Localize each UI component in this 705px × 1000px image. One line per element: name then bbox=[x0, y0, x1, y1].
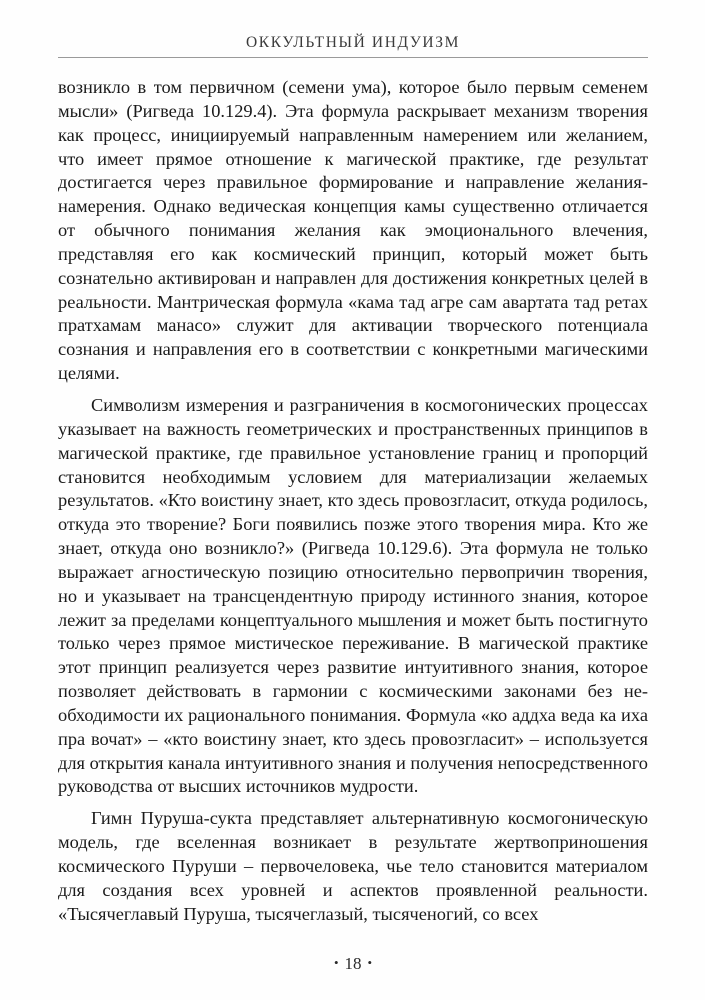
body-text bbox=[58, 76, 648, 927]
page-footer bbox=[58, 954, 648, 974]
running-title: ОККУЛЬТНЫЙ ИНДУИЗМ bbox=[246, 34, 460, 51]
header-rule bbox=[58, 57, 648, 58]
page-number: 18 bbox=[344, 954, 362, 973]
paragraph: Гимн Пуруша-сукта представляет альтернативную космогоническую модель, где вселенная возникает в результате жертвоприношения космического Пуруши – первочеловека, чье тело становится материалом для создания всех уровней и аспектов проявленной реальности. «Тысячеглавый Пуруша, тысячеглазый, тысяченогий, со всех bbox=[58, 808, 648, 924]
bullet-ornament-right: • bbox=[367, 955, 373, 970]
paragraph: возникло в том первичном (семени ума), которое было первым семенем мысли» (Ригведа 10.129.4). Эта формула раскрывает механизм творения как процесс, инициируемый направленным намерением или желанием, что имеет прямое отношение к магической практике, где результат достигается через правильное формирование и направление желания-намерения. Однако ведическая концепция камы существенно отличается от обычного понимания желания как эмоционального влечения, представляя его как космический принцип, который может быть сознательно активирован и направлен для достижения конкретных целей в реальности. Мантрическая формула «кама тад агре сам авартата тад ретах пратхамам манасо» служит для активации творческого потенциала сознания и направления его в соответствии с конкретными магическими целями. bbox=[58, 77, 648, 384]
paragraph: Символизм измерения и разграничения в космогонических процессах указывает на важность геометрических и пространственных принципов в магической практике, где правильное установление границ и пропорций становится необходимым условием для материализации желаемых результатов. «Кто воистину знает, кто здесь провозгласит, откуда родилось, откуда это творение? Боги появились позже этого творения мира. Кто же знает, откуда оно возникло?» (Ригведа 10.129.6). Эта формула не только выражает агностическую позицию относительно первопричин творения, но и указывает на трансцендентную природу истинного знания, которое лежит за пределами концептуального мышления и может быть постигнуто только через прямое мистическое переживание. В магической практике этот принцип реализуется через развитие интуитивного знания, которое позволяет действовать в гармонии с космическими законами без необходимости их рационального понимания. Формула «ко аддха веда ка иха пра вочат» – «кто воистину знает, кто здесь провозгласит» – используется для открытия канала интуитивного знания и получения непосредственного руководства от высших источников мудрости. bbox=[58, 394, 648, 797]
bullet-ornament-left: • bbox=[333, 955, 339, 970]
